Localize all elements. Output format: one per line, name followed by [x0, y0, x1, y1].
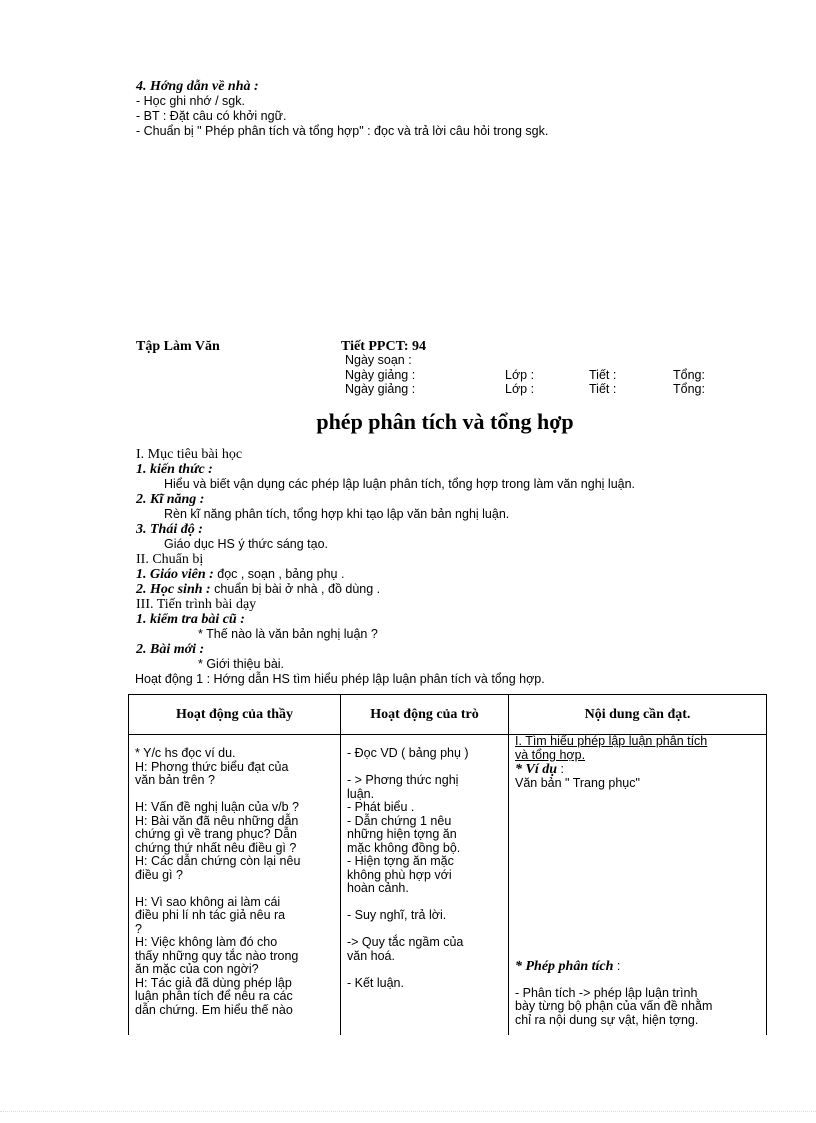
total-label: Tổng: [673, 368, 705, 382]
teacher-activity-line: H: Bài văn đã nêu những dẫn [135, 813, 299, 828]
subsection-heading: 3. Thái độ : [136, 522, 203, 537]
activity-table [128, 694, 767, 1035]
teacher-activity-line: H: Việc không làm đó cho [135, 935, 278, 949]
teach-date-label: Ngày giảng : [345, 382, 416, 396]
analysis-line: - Phân tích -> phép lập luận trình [515, 985, 698, 1000]
student-activity-line: - Kết luận. [347, 975, 404, 990]
homework-heading: 4. Hớng dẫn về nhà : [136, 79, 259, 94]
teacher-activity-line: H: Các dẫn chứng còn lại nêu [135, 854, 301, 868]
subsection-heading: 1. kiểm tra bài cũ : [136, 612, 245, 627]
table-header-cell: Hoạt động của trò [341, 695, 509, 735]
table-row [129, 735, 767, 1036]
student-activity-line: - > Phơng thức nghị [347, 773, 459, 787]
student-activity-line [347, 896, 502, 910]
teacher-activity-line: * Y/c hs đọc ví du. [135, 746, 236, 760]
content-section-heading: I. Tìm hiểu phép lập luận phân tích [515, 734, 708, 748]
analysis-colon: : [613, 958, 621, 973]
teach-date-label: Ngày giảng : [345, 368, 416, 382]
teacher-activity-line: H: Vì sao không ai làm cái [135, 894, 281, 909]
teacher-activity-line: ? [135, 921, 142, 936]
total-label: Tổng: [673, 382, 705, 396]
attitude-text: Giáo dục HS ý thức sáng tạo. [164, 537, 329, 551]
subsection-heading: 2. Học sinh : [136, 582, 211, 597]
skill-text: Rèn kĩ năng phân tích, tổng hợp khi tạo lập văn bản nghị luận. [164, 507, 510, 521]
analysis-line: chỉ ra nội dung sự vật, hiện tợng. [515, 1012, 699, 1027]
subsection-heading: 2. Kĩ năng : [136, 492, 205, 507]
subsection-heading: 1. kiến thức : [136, 462, 213, 477]
check-question: * Thế nào là văn bản nghị luận ? [198, 627, 378, 641]
section-heading: II. Chuẩn bị [136, 552, 204, 567]
table-header-cell: Hoạt động của thầy [129, 695, 341, 735]
teacher-activity-line: H: Phơng thức biểu đạt của [135, 759, 289, 774]
student-text: chuẩn bị bài ở nhà , đồ dùng . [210, 582, 381, 596]
homework-line: - BT : Đặt câu có khởi ngữ. [136, 109, 287, 123]
student-activity-line: văn hoá. [347, 948, 395, 963]
teacher-activity-line: thấy những quy tắc nào trong [135, 948, 299, 963]
section-heading: III. Tiến trình bài dạy [136, 597, 257, 612]
student-activity-line: - Suy nghĩ, trả lời. [347, 908, 447, 922]
student-activity-line: luận. [347, 786, 375, 801]
student-activity-line: - Đọc VD ( bảng phụ ) [347, 746, 469, 760]
teacher-activity-cell [129, 735, 341, 1036]
teacher-activity-line [135, 788, 334, 802]
example-colon: : [557, 762, 564, 776]
content-cell [509, 735, 767, 1036]
student-activity-line: - Phát biểu . [347, 800, 415, 814]
teacher-activity-line: ăn mặc của con ngời? [135, 962, 259, 976]
subsection-heading: 1. Giáo viên : [136, 567, 214, 582]
class-label: Lớp : [505, 382, 535, 396]
new-lesson-text: * Giới thiệu bài. [198, 657, 285, 671]
student-activity-line: - Hiện tợng ăn mặc [347, 854, 454, 868]
student-activity-line [347, 761, 502, 775]
period-label: Tiết PPCT: 94 [341, 339, 427, 354]
teacher-activity-line: điều gì ? [135, 867, 183, 882]
analysis-line: bày từng bộ phận của vấn đề nhằm [515, 999, 713, 1013]
student-activity-line: hoàn cảnh. [347, 881, 409, 895]
student-activity-line: - Dẫn chứng 1 nêu [347, 813, 452, 828]
teacher-activity-line: dẫn chứng. Em hiểu thế nào [135, 1002, 293, 1017]
teacher-activity-line: luận phân tích để nêu ra các [135, 989, 293, 1003]
student-activity-line [347, 963, 502, 977]
page-title: phép phân tích và tổng hợp [316, 409, 574, 434]
section-heading: I. Mục tiêu bài học [136, 447, 243, 462]
homework-section [136, 79, 548, 139]
student-activity-cell [341, 735, 509, 1036]
content-section-heading: và tổng hợp. [515, 747, 586, 762]
student-activity-line: không phù hợp với [347, 867, 452, 882]
page-bottom-border [0, 1111, 816, 1112]
example-text: Văn bản " Trang phục" [515, 776, 640, 790]
teacher-activity-line: H: Tác giả đã dùng phép lập [135, 975, 292, 990]
homework-line: - Học ghi nhớ / sgk. [136, 94, 245, 108]
prep-date-label: Ngày soạn : [345, 353, 412, 367]
student-activity-line [347, 923, 502, 937]
homework-line: - Chuẩn bị " Phép phân tích và tổng hợp" : đọc và trả lời câu hỏi trong sgk. [136, 124, 549, 138]
table-header-cell: Nội dung cần đạt. [509, 695, 767, 735]
objectives-section [136, 447, 776, 687]
activity-heading: Hoạt động 1 : Hớng dẫn HS tìm hiểu phép lập luận phân tích và tổng hợp. [135, 672, 545, 686]
teacher-activity-line: H: Vấn đề nghị luận của v/b ? [135, 800, 300, 814]
class-label: Lớp : [505, 368, 535, 382]
table-header-row [129, 695, 767, 735]
teacher-text: đọc , soạn , bảng phụ . [213, 567, 345, 581]
student-activity-line: mặc không đồng bộ. [347, 840, 461, 855]
analysis-heading: * Phép phân tích [515, 958, 614, 974]
teacher-activity-line: văn bản trên ? [135, 773, 215, 787]
subsection-heading: 2. Bài mới : [136, 642, 205, 657]
teacher-activity-line [135, 882, 334, 896]
student-activity-line: những hiện tợng ăn [347, 827, 457, 841]
example-heading: * Ví dụ [515, 762, 558, 777]
teacher-activity-line: chứng thứ nhất nêu điều gì ? [135, 840, 297, 855]
student-activity-line: -> Quy tắc ngầm của [347, 935, 464, 949]
subject-label: Tập Làm Văn [136, 339, 220, 354]
teacher-activity-line: điều phi lí nh tác giả nêu ra [135, 908, 286, 922]
teacher-activity-line: chứng gì về trang phục? Dẫn [135, 827, 297, 841]
knowledge-text: Hiểu và biết vận dụng các phép lập luận phân tích, tổng hợp trong làm văn nghị luận. [164, 477, 636, 491]
lesson-label: Tiết : [589, 382, 617, 396]
lesson-label: Tiết : [589, 368, 617, 382]
